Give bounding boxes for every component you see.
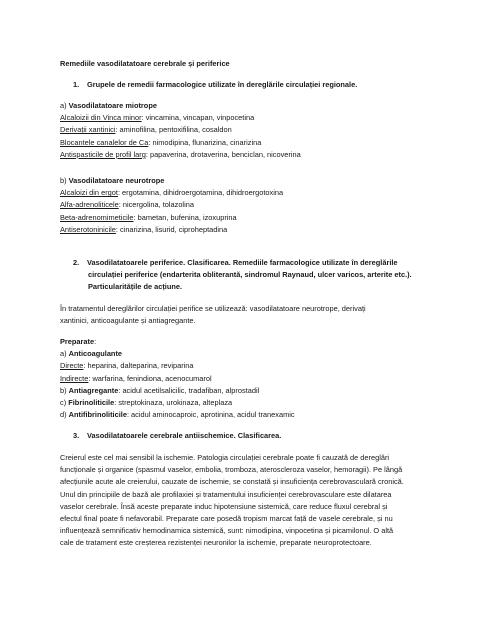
document-title [60,58,432,70]
list-item: Alcaloizi din ergot: ergotamina, dihidroergotamina, dihidroergotoxina [60,188,284,198]
list-item: d) Antifibrinoliticile: acidul aminocaproic, aprotinina, acidul tranexamic [60,410,295,420]
list-item: Blocantele canalelor de Ca: nimodipina, flunarizina, cinarizina [60,137,262,147]
list-item: Derivații xantinici: aminofilina, pentoxifilina, cosaldon [60,125,232,135]
list-item: Antiserotoninicile: cinarizina, lisurid, ciproheptadina [60,224,228,234]
list-item: Indirecte: warfarina, fenindiona, acenocumarol [60,373,212,383]
title-text: Remediile vasodilatatoare cerebrale și periferice [60,59,230,68]
list-item: b) Antiagregante: acidul acetilsalicilic, tradafiban, alprostadil [60,385,260,395]
list-item: c) Fibrinoliticile: streptokinaza, urokinaza, alteplaza [60,398,233,408]
group-a-title: a) Vasodilatatoare miotrope [60,101,157,110]
intro-paragraph: În tratamentul dereglărilor circulației perifice se utilizează: vasodilatatoare neurotrope, derivați xantinici, anticoagulante și antiagregante. [60,304,366,326]
section-heading-text: Grupele de remedii farmacologice utilizate în dereglările circulației regionale. [87,80,358,89]
list-item: Antispasticile de profil larg: papaverina, drotaverina, benciclan, nicoverina [60,149,301,159]
list-item: a) Anticoagulante [60,349,123,359]
list-item: Directe: heparina, dalteparina, reviparina [60,361,194,371]
list-item: Alcaloizii din Vinca minor: vincamina, vincapan, vinpocetina [60,113,255,123]
group-a [60,100,432,161]
section-number: 1. [73,80,80,89]
section-number: 2. [73,258,80,267]
group-b-title: b) Vasodilatatoare neurotrope [60,176,165,185]
section-number: 3. [73,431,80,440]
section-2-heading: 2. Vasodilatatoarele periferice. Clasificarea. Remediile farmacologice utilizate în dereglările circulației periferice (endarterita obliterantă, sindromul Raynaud, ulcer varicos, arterite etc.). Particularitățile de acțiune. [73,258,412,292]
section-3-heading: 3. Vasodilatatoarele cerebrale antiischemice. Clasificarea. [73,430,433,442]
list-item: Alfa-adrenoliticele: nicergolina, tolazolina [60,200,194,210]
group-b [60,175,432,236]
list-item: Beta-adrenomimeticile: bametan, bufenina, izoxuprina [60,212,237,222]
preparations-list [60,336,432,421]
preparations-title: Preparate: [60,337,97,346]
cerebral-paragraph: Creierul este cel mai sensibil la ischemie. Patologia circulației cerebrale poate fi cauzată de dereglări funcționale și organice (spasmul vaselor, embolia, tromboza, ateroscleroza vaselor, hemoragii). Pe lângă afecțiunile acute ale creierului, cauzate de ischemie, se constată și insuficiența cerebrovasculară cronică. Unul din principiile de bază ale profilaxiei și tratamentului insuficienței cerebrovasculare este dilatarea vaselor cerebrale. Însă aceste preparate induc hipotensiune sistemică, care reduce fluxul cerebral și efectul final poate fi nefavorabil. Preparate care posedă tropism marcat față de vasele cerebrale, și nu influențează semnificativ hemodinamica sistemică, sunt: nimodipina, vinpocetina și picamilonul. O altă cale de tratament este creșterea rezistenței neuronilor la ischemie, preparate neuroprotectoare. [60,453,404,548]
section-1-heading [73,79,433,91]
